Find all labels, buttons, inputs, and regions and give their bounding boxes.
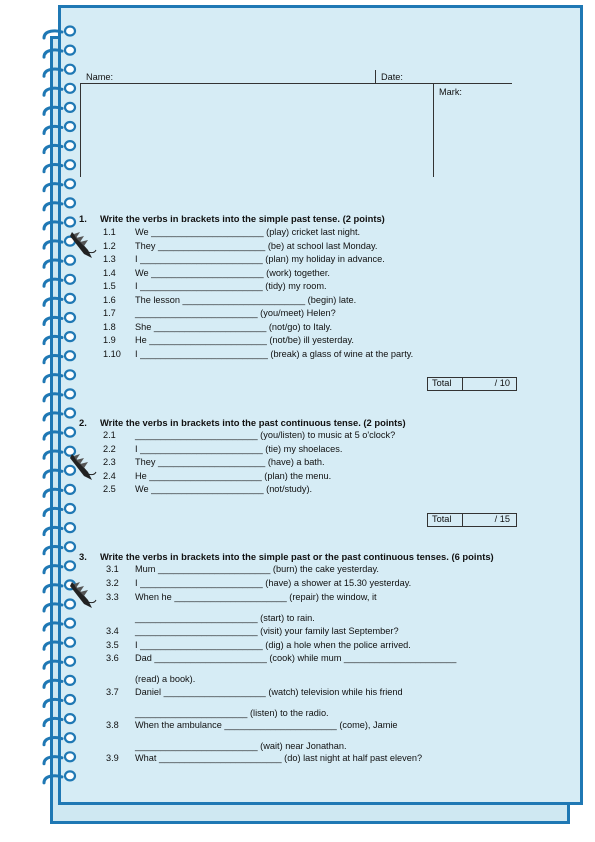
item-text[interactable]: Mum ______________________ (burn) the cake yesterday. xyxy=(135,564,379,574)
item-text[interactable]: They _____________________ (be) at school last Monday. xyxy=(135,240,378,251)
item-number: 1.9 xyxy=(103,335,116,345)
item-text[interactable]: He ______________________ (plan) the menu. xyxy=(135,470,332,481)
header-divider xyxy=(375,70,376,83)
section-title: Write the verbs in brackets into the simple past or the past continuous tenses. (6 points) xyxy=(100,551,494,562)
item-number: 2.2 xyxy=(103,443,116,454)
quill-pen-icon xyxy=(66,450,100,484)
item-text[interactable]: We ______________________ (play) cricket last night. xyxy=(135,227,361,237)
header-left-line xyxy=(80,83,81,177)
section-title: Write the verbs in brackets into the simple past tense. (2 points) xyxy=(100,213,385,224)
item-text[interactable]: We ______________________ (not/study). xyxy=(135,484,313,494)
item-text[interactable]: Daniel ____________________ (watch) television while his friend xyxy=(135,687,403,697)
item-number: 1.8 xyxy=(103,321,116,332)
section-number: 2. xyxy=(79,417,87,428)
item-text[interactable]: I ________________________ (have) a shower at 15.30 yesterday. xyxy=(135,578,412,588)
item-number: 3.6 xyxy=(106,653,119,663)
mark-box-line xyxy=(433,83,434,177)
item-number: 3.2 xyxy=(106,578,119,588)
quill-pen-icon xyxy=(66,228,100,262)
item-text[interactable]: I ________________________ (plan) my holiday in advance. xyxy=(135,254,385,264)
item-text[interactable]: ________________________ (visit) your family last September? xyxy=(135,626,399,636)
section-number: 1. xyxy=(79,213,87,224)
item-text[interactable]: ______________________ (listen) to the radio. xyxy=(135,708,329,718)
item-number: 1.5 xyxy=(103,281,116,291)
item-text[interactable]: I ________________________ (dig) a hole when the police arrived. xyxy=(135,640,411,650)
item-number: 3.4 xyxy=(106,626,119,636)
item-number: 1.4 xyxy=(103,267,116,278)
item-text[interactable]: (read) a book). xyxy=(135,674,196,684)
item-text[interactable]: Dad ______________________ (cook) while mum ______________________ xyxy=(135,653,457,663)
item-text[interactable]: When he ______________________ (repair) the window, it xyxy=(135,592,377,602)
item-number: 1.2 xyxy=(103,240,116,251)
item-text[interactable]: ________________________ (you/meet) Helen? xyxy=(135,308,336,318)
item-text[interactable]: We ______________________ (work) together. xyxy=(135,267,330,278)
item-number: 3.7 xyxy=(106,687,119,697)
total-value: / 15 xyxy=(494,514,510,524)
name-label: Name: xyxy=(86,72,114,82)
total-value: / 10 xyxy=(494,378,510,388)
total-box xyxy=(427,513,517,527)
date-label: Date: xyxy=(381,72,403,82)
item-number: 1.7 xyxy=(103,308,116,318)
item-number: 3.3 xyxy=(106,592,119,602)
item-number: 1.6 xyxy=(103,294,116,305)
item-text[interactable]: I ________________________ (tie) my shoelaces. xyxy=(135,443,343,454)
item-text[interactable]: I ________________________ (tidy) my room. xyxy=(135,281,327,291)
item-number: 3.1 xyxy=(106,564,119,574)
item-text[interactable]: They _____________________ (have) a bath. xyxy=(135,457,325,467)
item-text[interactable]: He _______________________ (not/be) ill yesterday. xyxy=(135,335,354,345)
item-number: 2.4 xyxy=(103,470,116,481)
item-number: 2.1 xyxy=(103,430,116,440)
total-box xyxy=(427,377,517,391)
item-number: 1.10 xyxy=(103,348,121,359)
section-title: Write the verbs in brackets into the past continuous tense. (2 points) xyxy=(100,417,406,428)
item-number: 2.3 xyxy=(103,457,116,467)
total-label: Total xyxy=(432,514,452,524)
item-number: 1.1 xyxy=(103,227,116,237)
item-number: 3.9 xyxy=(106,753,119,763)
item-text[interactable]: When the ambulance ______________________ (come), Jamie xyxy=(135,720,398,730)
quill-pen-icon xyxy=(66,578,100,612)
item-text[interactable]: She ______________________ (not/go) to Italy. xyxy=(135,321,333,332)
item-number: 1.3 xyxy=(103,254,116,264)
item-number: 3.5 xyxy=(106,640,119,650)
item-number: 2.5 xyxy=(103,484,116,494)
header-rule xyxy=(80,83,512,84)
item-text[interactable]: ________________________ (start) to rain. xyxy=(135,613,315,623)
section-number: 3. xyxy=(79,551,87,562)
item-text[interactable]: What ________________________ (do) last night at half past eleven? xyxy=(135,753,423,763)
item-text[interactable]: The lesson ________________________ (begin) late. xyxy=(135,294,357,305)
item-text[interactable]: ________________________ (you/listen) to music at 5 o'clock? xyxy=(135,430,396,440)
item-text[interactable]: ________________________ (wait) near Jonathan. xyxy=(135,741,347,751)
mark-label: Mark: xyxy=(439,87,462,97)
item-text[interactable]: I _________________________ (break) a glass of wine at the party. xyxy=(135,348,414,359)
item-number: 3.8 xyxy=(106,720,119,730)
total-label: Total xyxy=(432,378,452,388)
